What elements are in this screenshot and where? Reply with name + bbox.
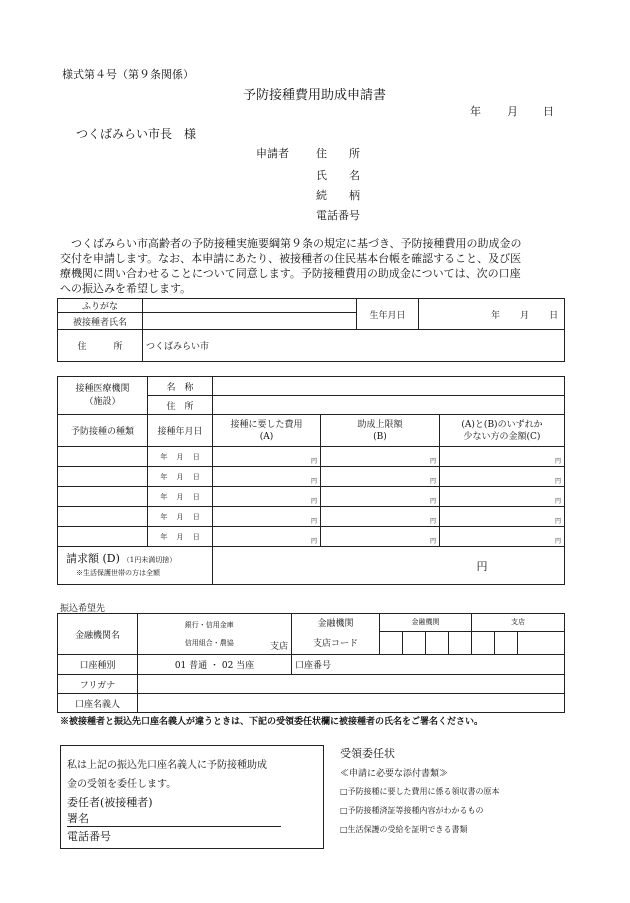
vaccine-type-field[interactable]	[58, 467, 148, 487]
account-type-options[interactable]: 01 普通 ・ 02 当座	[138, 655, 292, 675]
cost-field[interactable]: 円	[213, 507, 321, 527]
vaccine-type-field[interactable]	[58, 527, 148, 547]
birth-day: 日	[549, 310, 559, 321]
limit-field[interactable]: 円	[321, 507, 440, 527]
col-lesser	[440, 415, 565, 447]
cost-field[interactable]: 円	[213, 467, 321, 487]
signature-field[interactable]	[67, 810, 281, 827]
vaccine-table	[57, 376, 565, 585]
code-digit[interactable]	[449, 631, 472, 654]
attachments-subtitle: ≪申請に必要な添付書類≫	[340, 769, 449, 779]
table-row	[58, 507, 565, 527]
birth-month: 月	[520, 310, 530, 321]
page-title: 予防接種費用助成申請書	[243, 88, 387, 103]
col-date: 接種年月日	[148, 415, 213, 447]
facility-location-label: 住 所	[148, 396, 213, 415]
applicant-address-label: 住 所	[316, 147, 360, 160]
transfer-heading: 振込希望先	[60, 604, 106, 614]
subject-name-label: 被接種者氏名	[58, 313, 143, 330]
claim-label	[58, 547, 213, 585]
furigana-field[interactable]	[143, 299, 357, 313]
signature-label: 署名	[67, 812, 89, 825]
cost-field[interactable]: 円	[213, 447, 321, 467]
code-digit[interactable]	[472, 631, 495, 654]
institution-label: 金融機関名	[58, 614, 138, 655]
claim-label-note: （1円未満切捨）	[122, 555, 177, 564]
col-limit	[321, 415, 440, 447]
vaccine-date-field[interactable]: 年 月 日	[148, 467, 213, 487]
code-digit[interactable]	[403, 631, 426, 654]
applicant-relation-label: 続 柄	[316, 189, 360, 202]
inst-code-label: 金融機関	[292, 614, 380, 632]
form-number: 様式第４号（第９条関係）	[62, 68, 194, 81]
table-row	[58, 467, 565, 487]
birthdate-label: 生年月日	[357, 299, 419, 330]
attachment-item: □生活保護の受給を証明できる書類	[340, 825, 468, 834]
holder-label: 口座名義人	[58, 694, 138, 713]
attachment-item: □予防接種に要した費用に係る領収書の原本	[340, 787, 500, 796]
attachment-item: □予防接種済証等接種内容がわかるもの	[340, 806, 484, 815]
claim-label-text: 請求額 (D)	[66, 551, 120, 565]
col-cost-text: 接種に要した費用	[230, 419, 303, 430]
vaccine-type-field[interactable]	[58, 447, 148, 467]
table-row	[58, 447, 565, 467]
cost-field[interactable]: 円	[213, 527, 321, 547]
bank-types	[138, 614, 258, 655]
claim-amount-field[interactable]: 円	[213, 547, 565, 585]
vaccine-date-field[interactable]: 年 月 日	[148, 527, 213, 547]
subject-address-field[interactable]: つくばみらい市	[143, 330, 565, 362]
branch-label: 支店	[258, 614, 292, 655]
subject-table	[57, 298, 565, 362]
code-branch-header: 支店	[472, 614, 565, 632]
holder-notice: ※被接種者と振込先口座名義人が違うときは、下記の受領委任状欄に被接種者の氏名をご署名ください。	[60, 717, 484, 727]
cost-field[interactable]: 円	[213, 487, 321, 507]
body-line: つくばみらい市高齢者の予防接種実施要綱第９条の規定に基づき、予防接種費用の助成金の	[60, 237, 522, 250]
code-digit[interactable]	[380, 631, 403, 654]
lesser-field[interactable]: 円	[440, 447, 565, 467]
code-digit[interactable]	[495, 631, 518, 654]
limit-field[interactable]: 円	[321, 467, 440, 487]
limit-field[interactable]: 円	[321, 487, 440, 507]
vaccine-type-field[interactable]	[58, 487, 148, 507]
body-text	[60, 236, 522, 296]
facility-name-label: 名 称	[148, 377, 213, 396]
delegation-line1: 私は上記の振込先口座名義人に予防接種助成	[67, 760, 267, 771]
code-digit[interactable]	[426, 631, 449, 654]
date-year: 年	[470, 105, 481, 118]
facility-location-field[interactable]	[213, 396, 565, 415]
limit-field[interactable]: 円	[321, 527, 440, 547]
applicant-phone-label: 電話番号	[316, 209, 360, 222]
applicant-name-label: 氏 名	[316, 169, 360, 182]
col-cost-sub: (A)	[259, 431, 274, 442]
holder-field[interactable]	[138, 694, 565, 713]
facility-label-text: 接種医療機関	[75, 383, 130, 394]
col-limit-text: 助成上限額	[357, 419, 403, 430]
col-limit-sub: (B)	[373, 431, 387, 442]
branch-code-label: 支店コード	[292, 631, 380, 654]
lesser-field[interactable]: 円	[440, 527, 565, 547]
body-line: 療機関に問い合わせることについて同意します。予防接種費用の助成金については、次の口座	[60, 267, 521, 280]
col-lesser-text: (A)と(B)のいずれか	[461, 419, 543, 430]
col-vaccine-type: 予防接種の種類	[58, 415, 148, 447]
vaccine-date-field[interactable]: 年 月 日	[148, 447, 213, 467]
holder-furigana-label: フリガナ	[58, 675, 138, 694]
delegation-phone-label: 電話番号	[67, 830, 111, 843]
birthdate-field[interactable]	[419, 299, 565, 330]
lesser-field[interactable]: 円	[440, 507, 565, 527]
lesser-field[interactable]: 円	[440, 467, 565, 487]
body-line: への振込みを希望します。	[60, 282, 192, 295]
delegation-box	[60, 745, 324, 849]
delegator-label: 委任者(被接種者)	[67, 796, 153, 809]
table-row	[58, 487, 565, 507]
body-line: 交付を申請します。なお、本申請にあたり、被接種者の住民基本台帳を確認すること、及び医	[60, 252, 522, 265]
account-type-label: 口座種別	[58, 655, 138, 675]
date-day: 日	[543, 105, 554, 118]
bank-types-line2: 信用組合・農協	[184, 639, 234, 648]
facility-name-field[interactable]	[213, 377, 565, 396]
facility-label-sub: （施設）	[84, 396, 121, 407]
holder-furigana-field[interactable]	[138, 675, 565, 694]
limit-field[interactable]: 円	[321, 447, 440, 467]
account-number-field[interactable]	[380, 655, 565, 675]
vaccine-date-field[interactable]: 年 月 日	[148, 507, 213, 527]
subject-name-field[interactable]	[143, 313, 357, 330]
furigana-label: ふりがな	[58, 299, 143, 313]
subject-address-label: 住 所	[58, 330, 143, 362]
account-number-label: 口座番号	[292, 655, 380, 675]
col-cost	[213, 415, 321, 447]
birth-year: 年	[491, 310, 501, 321]
code-inst-header: 金融機関	[380, 614, 472, 632]
date-month: 月	[507, 105, 518, 118]
facility-label	[58, 377, 148, 415]
bank-types-line1: 銀行・信用金庫	[184, 621, 234, 630]
addressee: つくばみらい市長 様	[76, 127, 197, 141]
claim-label-note2: ※生活保護世帯の方は全額	[76, 568, 160, 577]
lesser-field[interactable]: 円	[440, 487, 565, 507]
vaccine-date-field[interactable]: 年 月 日	[148, 487, 213, 507]
vaccine-type-field[interactable]	[58, 507, 148, 527]
col-lesser-sub: 少ない方の金額(C)	[463, 431, 541, 442]
applicant-label: 申請者	[256, 147, 289, 160]
transfer-table	[57, 613, 565, 713]
code-digit[interactable]	[518, 631, 565, 654]
table-row	[58, 527, 565, 547]
attachments-title: 受領委任状	[340, 747, 395, 760]
delegation-line2: 金の受領を委任します。	[67, 779, 177, 790]
